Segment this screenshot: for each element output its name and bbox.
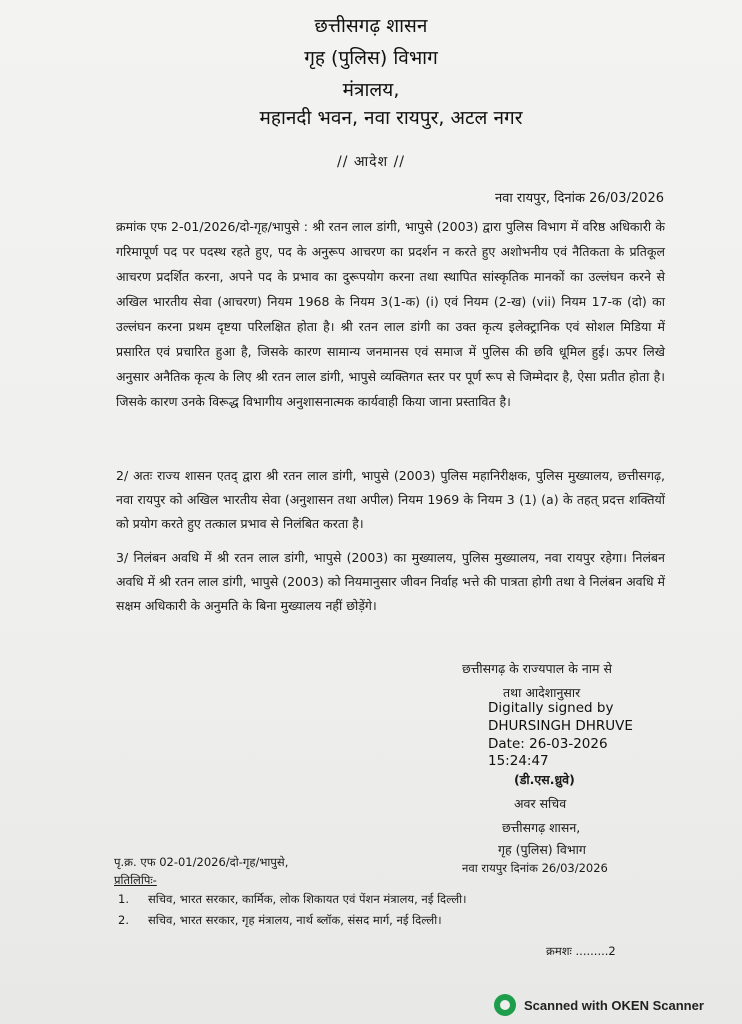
signatory-designation: अवर सचिव (514, 796, 567, 811)
signatory-name: (डी.एस.ध्रुवे) (514, 772, 575, 787)
digital-signature-time: 15:24:47 (488, 753, 549, 769)
digital-signature-date: Date: 26-03-2026 (488, 736, 608, 752)
order-title: // आदेश // (336, 154, 406, 170)
copy-item-number: 1. (118, 892, 129, 906)
signatory-department: गृह (पुलिस) विभाग (498, 842, 586, 857)
header-address: महानदी भवन, नवा रायपुर, अटल नगर (259, 107, 523, 129)
header-department: गृह (पुलिस) विभाग (304, 47, 438, 69)
copy-item-text: सचिव, भारत सरकार, कार्मिक, लोक शिकायत एवं पेंशन मंत्रालय, नई दिल्ली। (148, 892, 467, 906)
signatory-government: छत्तीसगढ़ शासन, (502, 820, 581, 835)
paragraph-2: 2/ अतः राज्य शासन एतद् द्वारा श्री रतन लाल डांगी, भापुसे (2003) पुलिस महानिरीक्षक, पुलिस मुख्यालय, छत्तीसगढ़, नवा रायपुर को अखिल भारतीय सेवा (अनुशासन तथा अपील) नियम 1969 के नियम 3 (1) (a) के तहत् प्रदत्त शक्तियों को प्रयोग करते हुए तत्काल प्रभाव से निलंबित करता है। (116, 468, 665, 531)
signature-order-line-2: तथा आदेशानुसार (503, 685, 581, 700)
endorsement-date: नवा रायपुर दिनांक 26/03/2026 (462, 861, 608, 875)
paragraph-3: 3/ निलंबन अवधि में श्री रतन लाल डांगी, भापुसे (2003) का मुख्यालय, पुलिस मुख्यालय, नवा रायपुर रहेगा। निलंबन अवधि में श्री रतन लाल डांगी, भापुसे (2003) को नियमानुसार जीवन निर्वाह भत्ते की पात्रता होगी तथा वे निलंबन अवधि में सक्षम अधिकारी के अनुमति के बिना मुख्यालय नहीं छोड़ेंगे। (116, 550, 665, 613)
copy-to-label: प्रतिलिपिः- (114, 873, 157, 887)
signature-order-line-1: छत्तीसगढ़ के राज्यपाल के नाम से (462, 661, 612, 676)
oken-scanner-logo-icon (494, 994, 516, 1016)
digital-signature-line-1: Digitally signed by (488, 700, 614, 716)
continued-marker: क्रमशः .........2 (546, 944, 616, 958)
scanner-watermark-text: Scanned with OKEN Scanner (524, 997, 704, 1013)
paragraph-1: क्रमांक एफ 2-01/2026/दो-गृह/भापुसे : श्री रतन लाल डांगी, भापुसे (2003) द्वारा पुलिस विभाग में वरिष्ठ अधिकारी के गरिमापूर्ण पद पर पदस्थ रहते हुए, पद के अनुरूप आचरण का प्रदर्शन न करते हुए अशोभनीय एवं नैतिकता के प्रतिकूल आचरण प्रदर्शित करना, अपने पद के प्रभाव का दुरूपयोग करना तथा स्थापित सांस्कृतिक मानकों का उल्लंघन करने से अखिल भारतीय सेवा (आचरण) नियम 1968 के नियम 3(1-क) (i) एवं नियम (2-ख) (vii) नियम 17-क (दो) का उल्लंघन करना प्रथम दृष्टया परिलक्षित होता है। श्री रतन लाल डांगी का उक्त कृत्य इलेक्ट्रानिक एवं सोशल मिडिया में प्रसारित एवं प्रचारित हुआ है, जिसके कारण सामान्य जनमानस एवं समाज में पुलिस की छवि धूमिल हुई। ऊपर लिखे अनुसार अनैतिक कृत्य के लिए श्री रतन लाल डांगी, भापुसे व्यक्तिगत स्तर पर पूर्ण रूप से जिम्मेदार है, ऐसा प्रतीत होता है। जिसके कारण उनके विरूद्ध विभागीय अनुशासनात्मक कार्यवाही किया जाना प्रस्तावित है। (116, 219, 665, 409)
copy-item-number: 2. (118, 913, 129, 927)
scanner-watermark (494, 994, 704, 1016)
copy-item-text: सचिव, भारत सरकार, गृह मंत्रालय, नार्थ ब्लॉक, संसद मार्ग, नई दिल्ली। (148, 913, 442, 927)
header-ministry: मंत्रालय, (342, 79, 400, 101)
endorsement-reference: पृ.क्र. एफ 02-01/2026/दो-गृह/भापुसे, (114, 855, 289, 869)
order-date: नवा रायपुर, दिनांक 26/03/2026 (494, 191, 664, 206)
header-government: छत्तीसगढ़ शासन (314, 15, 428, 37)
digital-signature-signer: DHURSINGH DHRUVE (488, 718, 633, 734)
